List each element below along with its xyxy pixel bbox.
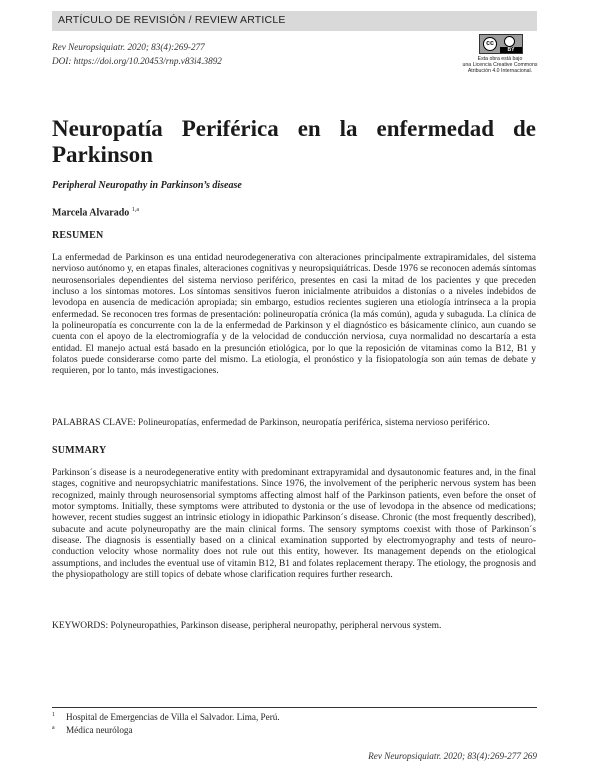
resumen-heading: RESUMEN (52, 230, 104, 241)
keywords: KEYWORDS: Polyneuropathies, Parkinson disease, peripheral neuropathy, peripheral nervous system. (52, 621, 442, 631)
author-line (52, 207, 139, 218)
footnote-divider (52, 707, 537, 708)
summary-heading: SUMMARY (52, 445, 107, 456)
doi-link[interactable]: DOI: https://doi.org/10.20453/rnp.v83i4.3892 (52, 56, 222, 66)
cc-logo-icon: cc (483, 37, 497, 51)
license-line: Esta obra está bajo (477, 56, 523, 62)
license-line: Atribución 4.0 Internacional. (467, 68, 533, 74)
article-title: Neuropatía Periférica en la enfermedad de Parkinson (52, 116, 536, 167)
page-footer-citation: Rev Neuropsiquiatr. 2020; 83(4):269-277 269 (368, 751, 537, 761)
author-affiliation-marker: 1,a (131, 207, 139, 213)
footnote-text: Hospital de Emergencias de Villa el Salvador. Lima, Perú. (66, 712, 280, 722)
footnote-marker: 1 (52, 712, 55, 718)
palabras-clave: PALABRAS CLAVE: Polineuropatías, enfermedad de Parkinson, neuropatía periférica, sistema nervioso periférico. (52, 418, 490, 428)
author-name: Marcela Alvarado (52, 207, 130, 219)
license-line[interactable]: una Licencia Creative Commons (462, 62, 538, 68)
footnote-marker: a (52, 725, 55, 731)
resumen-text: La enfermedad de Parkinson es una entidad neurodegenerativa con alteraciones principalmente extrapiramidales, del sistema nervioso autónomo y, en etapas finales, alteraciones cognitivas y neuropsiquiátricas. Desde 1976 se reconocen además síntomas neurosensoriales dependientes del sistema nervioso periférico, presentes en casi la mitad de los pacientes y que preceden incluso a los síntomas motores. Los síntomas sensitivos fueron inicialmente atribuidos a distonías o a niveles indebidos de levodopa en ausencia de medicación apropiada; sin embargo, estudios recientes sugieren una etiología intrínseca a la propia enfermedad. Se reconocen tres formas de presentación: polineuropatía crónica (la más común), aguda y subaguda. La clínica de la polineuropatía es concurrente con la de la enfermedad de Parkinson y el diagnóstico es básicamente clínico, aun cuando se cuenta con el apoyo de la electromiografía y de la velocidad de conducción nerviosa, cuya normalidad no descartaría a esta entidad. El manejo actual está basado en la presunción etiológica, por lo que la reposición de vitaminas como la B12, B1 y folatos puede considerarse como parte del mismo. La etiología, el pronóstico y la fisiopatología son aún temas de debate y requieren, por lo tanto, más investigaciones. (52, 253, 536, 377)
article-subtitle: Peripheral Neuropathy in Parkinson’s disease (52, 180, 242, 191)
footnote-item (52, 725, 133, 735)
footnote-item (52, 712, 280, 722)
footnote-text: Médica neuróloga (66, 725, 133, 735)
section-label: ARTÍCULO DE REVISIÓN / REVIEW ARTICLE (58, 14, 286, 26)
attribution-person-icon (504, 36, 515, 47)
creative-commons-icon[interactable] (479, 34, 523, 54)
section-label-band (52, 11, 537, 31)
summary-text: Parkinson´s disease is a neurodegenerative entity with predominant extrapyramidal and dysautonomic features and, in the final stages, cognitive and neuropsychiatric manifestations. Since 1976, the involvement of the peripheric nervous system has been recognized, mainly through neurosensorial symptoms affecting almost half of the Parkinson patients, even before the onset of motor symptoms. Initially, these symptoms were attributed to dystonia or the use of levodopa in the absence od medications; however, recent studies suggest an intrinsic etiology in idiopathic Parkinson´s disease. Chronic (the most frequently described), subacute and acute polyneuropathy are the main clinical forms. The sensory symptoms coexist with those of Parkinson´s disease. The diagnosis is essentially based on a clinical examination supported by electromyography and tests of neuro-conduction velocity whose normality does not rule out this entity, however. Its management depends on the etiological assumptions, and includes the eventual use of vitamin B12, B1 and folates replacement therapy. The etiology, the prognosis and the physiopathology are still topics of debate whose clarification requires further research. (52, 468, 536, 581)
cc-by-label: BY (500, 47, 522, 53)
journal-citation: Rev Neuropsiquiatr. 2020; 83(4):269-277 (52, 42, 205, 52)
